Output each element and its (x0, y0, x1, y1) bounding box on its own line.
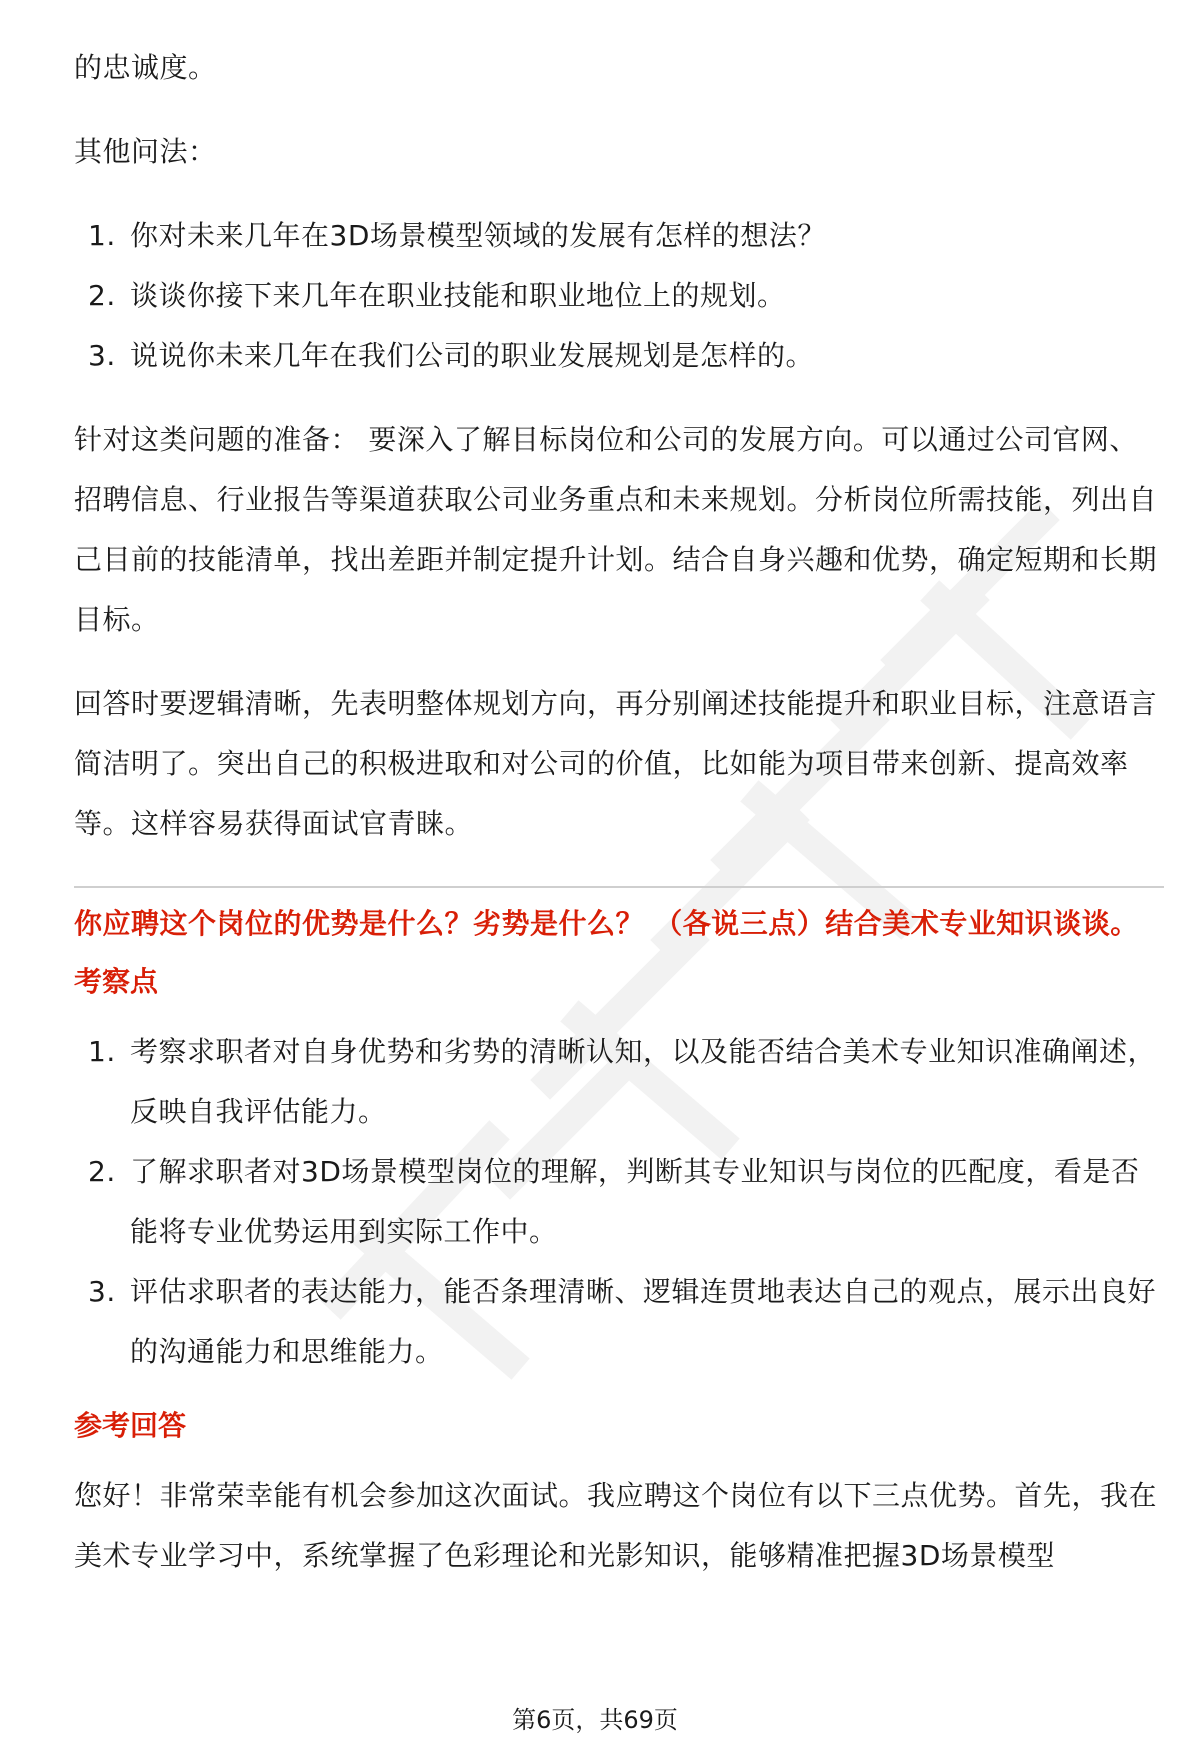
focus-label: 考察点 (74, 965, 159, 998)
question-heading: 你应聘这个岗位的优势是什么？劣势是什么？ （各说三点）结合美术专业知识谈谈。 (74, 907, 1139, 940)
list-item: 2. 了解求职者对3D场景模型岗位的理解，判断其专业知识与岗位的匹配度，看是否能将专业优势运用到实际工作中。 (88, 1155, 1140, 1248)
list-item: 3. 说说你未来几年在我们公司的职业发展规划是怎样的。 (88, 339, 815, 372)
list-item: 1. 你对未来几年在3D场景模型领域的发展有怎样的想法？ (88, 219, 826, 252)
answer-tip-paragraph: 回答时要逻辑清晰，先表明整体规划方向，再分别阐述技能提升和职业目标，注意语言简洁明了。突出自己的积极进取和对公司的价值，比如能为项目带来创新、提高效率等。这样容易获得面试官青睐。 (74, 687, 1158, 840)
list-item: 3. 评估求职者的表达能力，能否条理清晰、逻辑连贯地表达自己的观点，展示出良好的沟通能力和思维能力。 (88, 1275, 1157, 1368)
prep-paragraph: 针对这类问题的准备： 要深入了解目标岗位和公司的发展方向。可以通过公司官网、招聘信息、行业报告等渠道获取公司业务重点和未来规划。分析岗位所需技能，列出自己目前的技能清单，找出差距并制定提升计划。结合自身兴趣和优势，确定短期和长期目标。 (74, 423, 1158, 636)
other-questions-label: 其他问法： (74, 135, 217, 168)
page-number: 第6页，共69页 (512, 1706, 678, 1734)
section-divider (74, 886, 1164, 888)
top-fragment: 的忠诚度。 (74, 51, 217, 84)
other-questions-list (74, 206, 1164, 386)
focus-points-list (74, 1022, 1164, 1382)
list-item: 2. 谈谈你接下来几年在职业技能和职业地位上的规划。 (88, 279, 786, 312)
reference-answer: 您好！非常荣幸能有机会参加这次面试。我应聘这个岗位有以下三点优势。首先，我在美术专业学习中，系统掌握了色彩理论和光影知识，能够精准把握3D场景模型 (74, 1479, 1158, 1572)
reference-label: 参考回答 (74, 1409, 187, 1442)
list-item: 1. 考察求职者对自身优势和劣势的清晰认知，以及能否结合美术专业知识准确阐述，反映自我评估能力。 (88, 1035, 1157, 1128)
main-content (74, 38, 1164, 1586)
